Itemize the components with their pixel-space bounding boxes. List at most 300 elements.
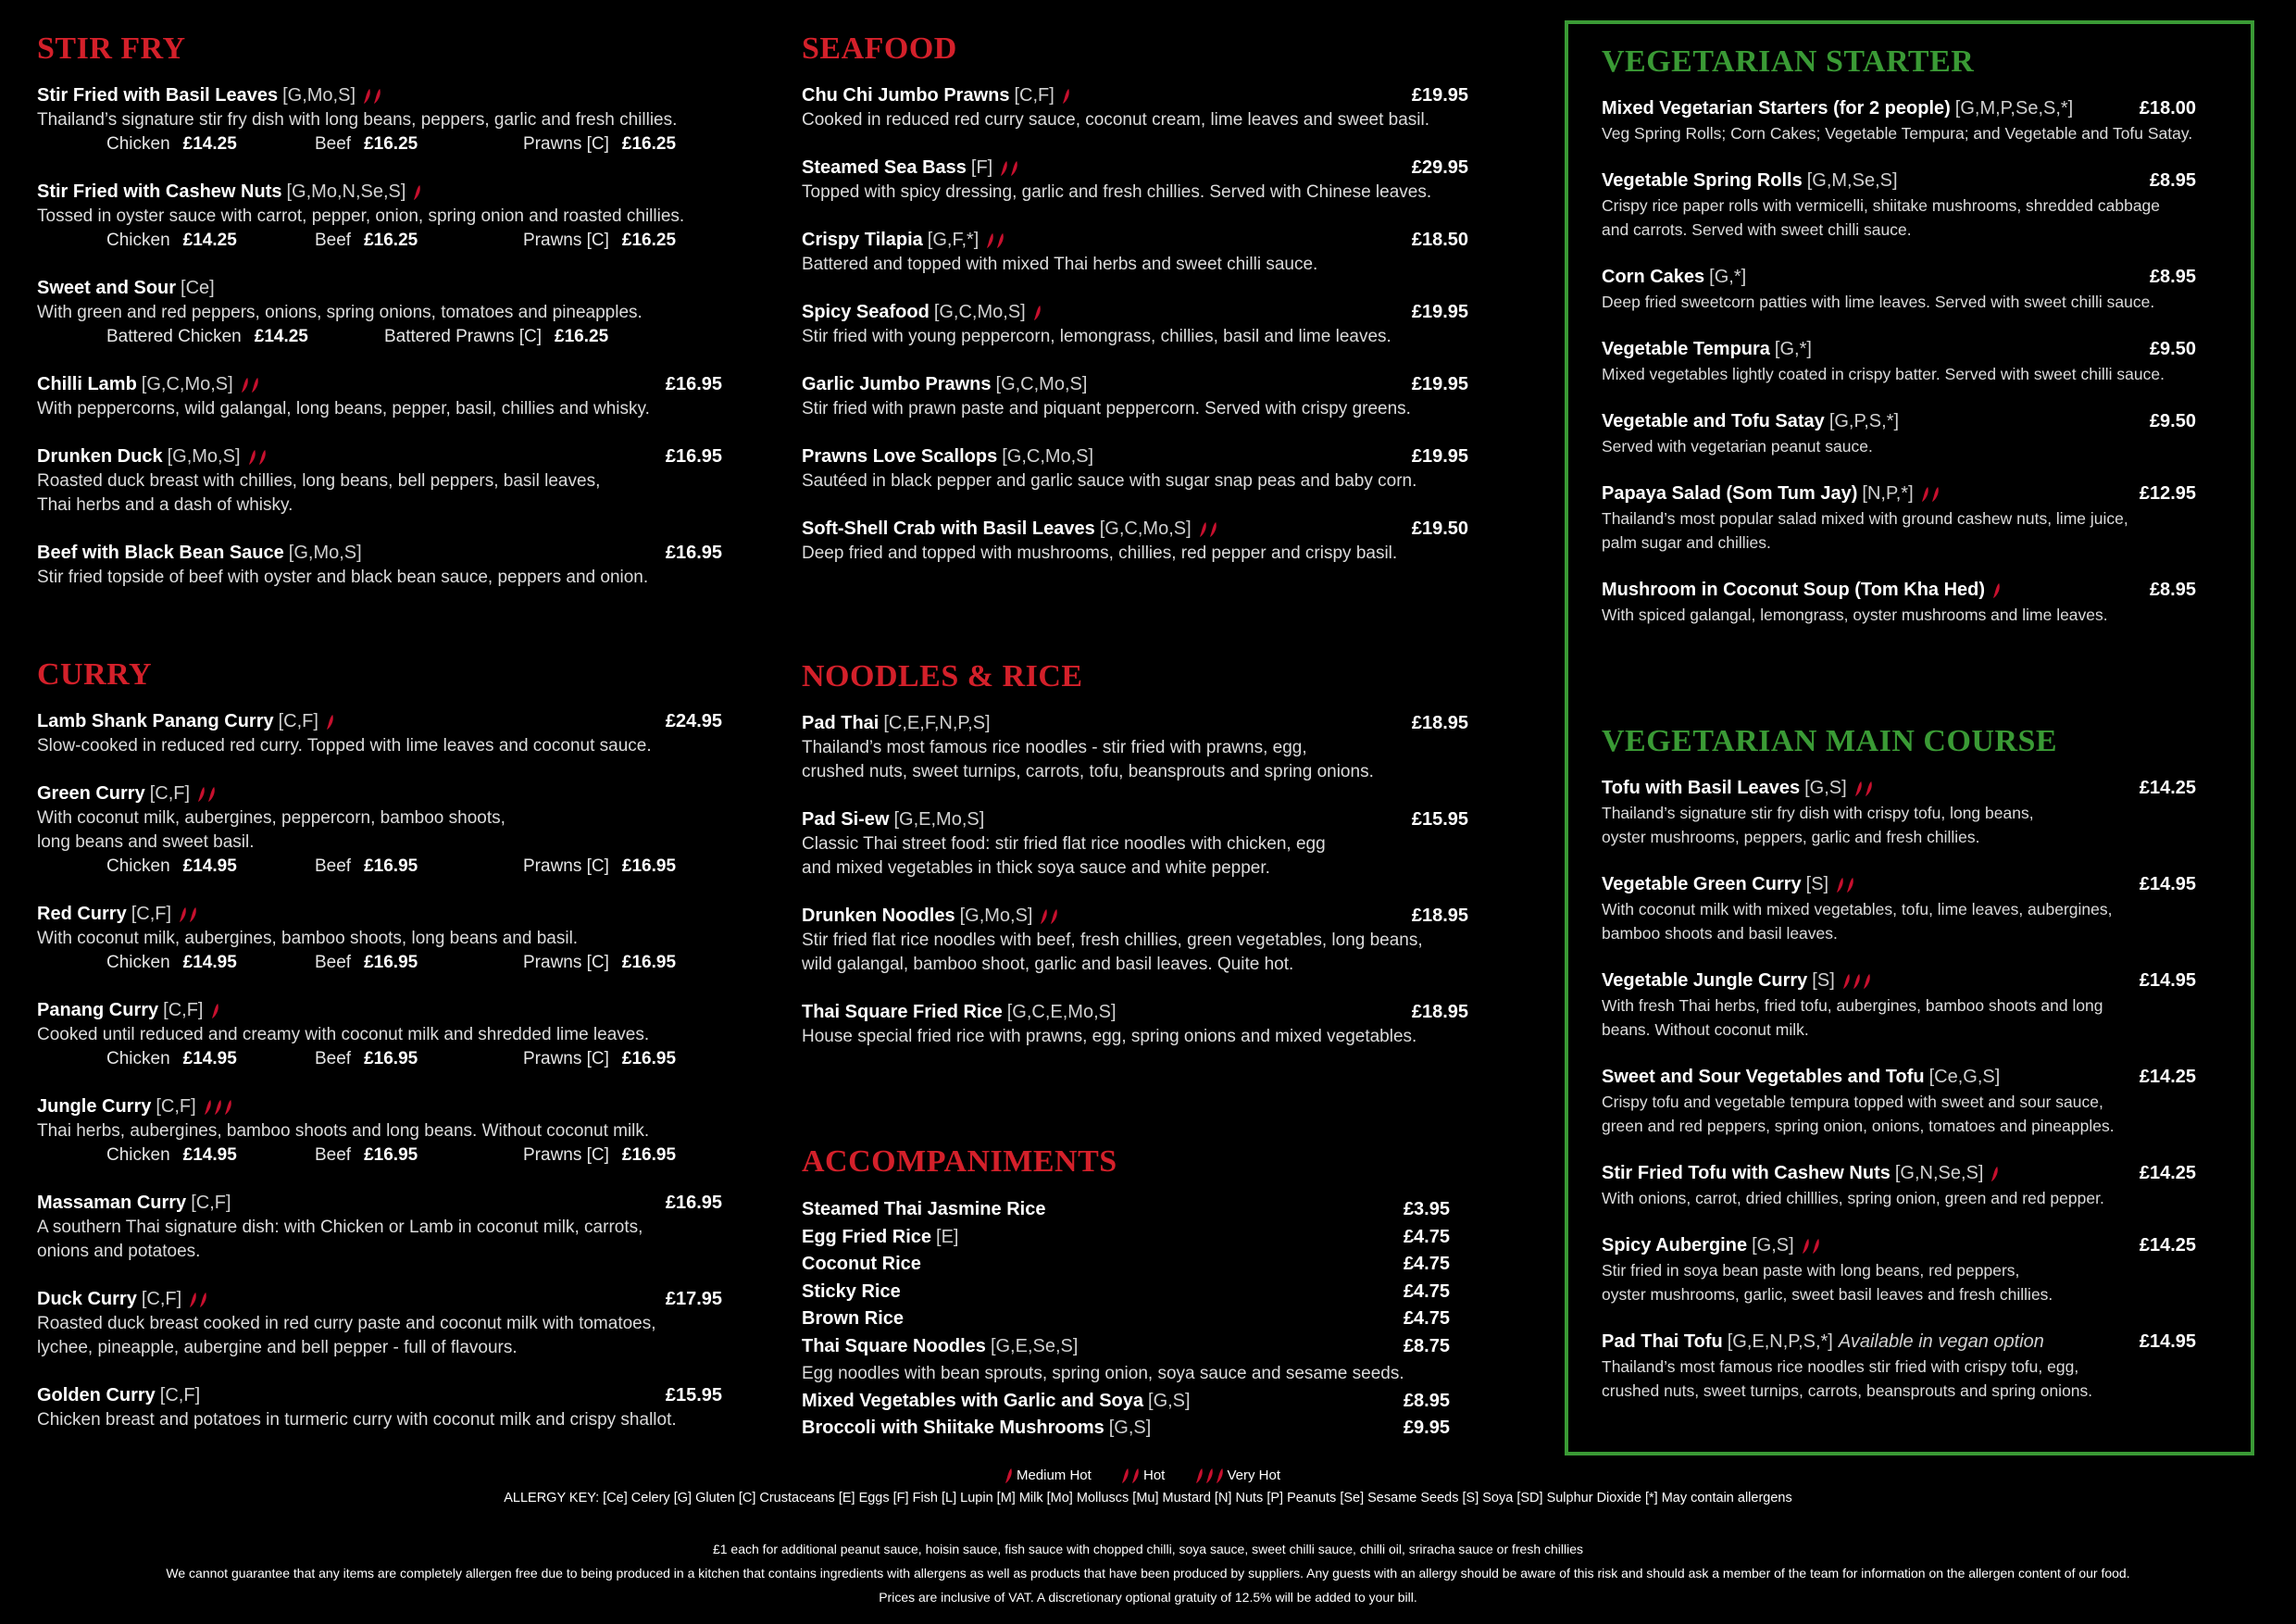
menu-item-price: £8.95 [2149, 267, 2196, 287]
menu-item-desc: A southern Thai signature dish: with Chicken or Lamb in coconut milk, carrots, [37, 1218, 643, 1237]
menu-item-title [1602, 481, 1940, 506]
menu-item-desc: With onions, carrot, dried chilllies, spring onion, green and red pepper. [1602, 1189, 2104, 1207]
menu-item [37, 180, 741, 253]
menu-item [1602, 481, 2215, 555]
menu-item-desc: Crispy rice paper rolls with vermicelli, shiitake mushrooms, shredded cabbage [1602, 196, 2161, 215]
heat-indicator [211, 1003, 219, 1019]
menu-item-title [1602, 1233, 1820, 1258]
allergen-tags: [Ce] [181, 278, 215, 298]
menu-item-title [802, 444, 1093, 469]
chilli-icon [1205, 1468, 1214, 1484]
allergen-tags: [C,F] [191, 1193, 231, 1213]
chilli-icon [211, 1003, 219, 1019]
menu-item-desc: Chicken breast and potatoes in turmeric curry with coconut milk and crispy shallot. [37, 1410, 677, 1430]
menu-item-header [1602, 409, 2215, 434]
menu-item-desc: With fresh Thai herbs, fried tofu, aubergines, bamboo shoots and long [1602, 996, 2103, 1015]
section-seafood [802, 31, 1487, 589]
price-variant [106, 1047, 315, 1071]
menu-item-title [1602, 409, 1899, 434]
allergen-tags: [G,S] [1108, 1418, 1152, 1438]
menu-item-name: Panang Curry [37, 1000, 159, 1020]
menu-item-name: Prawns Love Scallops [802, 446, 998, 467]
accompaniment-row [802, 1333, 1487, 1361]
chilli-icon [1209, 521, 1217, 538]
menu-item-header [37, 372, 741, 397]
menu-item [1602, 776, 2215, 849]
allergen-tags: [S] [1805, 874, 1829, 894]
variant-label: Beef [315, 231, 352, 250]
menu-item [1602, 96, 2215, 145]
variant-label: Beef [315, 1145, 352, 1165]
chilli-icon [1990, 1166, 1999, 1182]
chilli-icon-medium [1004, 1468, 1013, 1484]
variant-label: Chicken [106, 953, 170, 972]
menu-item-header [802, 228, 1487, 253]
heat-indicator [1990, 1166, 1999, 1182]
variant-price: £16.95 [364, 1049, 418, 1068]
accompaniment-name: Brown Rice [802, 1308, 905, 1329]
allergen-tags: [G,P,S,*] [1828, 411, 1900, 431]
menu-item-header [37, 444, 741, 469]
variant-label: Chicken [106, 231, 170, 250]
variant-label: Chicken [106, 856, 170, 876]
variant-price: £16.95 [364, 953, 418, 972]
menu-item-name: Chu Chi Jumbo Prawns [802, 85, 1010, 106]
allergen-tags: [G,M,P,Se,S,*] [1954, 98, 2074, 119]
menu-item-price: £18.95 [1411, 1002, 1468, 1022]
price-variant [106, 132, 315, 156]
allergen-tags: [C,F] [131, 904, 172, 924]
variant-price: £16.25 [555, 327, 609, 346]
allergen-tags: [G,C,Mo,S] [933, 302, 1026, 322]
section-heading: ACCOMPANIMENTS [802, 1144, 1117, 1179]
price-variant [384, 325, 608, 349]
menu-item-price: £15.95 [1411, 809, 1468, 830]
price-variant [315, 951, 523, 975]
accompaniment-name: Mixed Vegetables with Garlic and Soya [802, 1390, 1144, 1411]
menu-item-desc: Thailand’s signature stir fry dish with long beans, peppers, garlic and fresh chillies. [37, 110, 678, 130]
variant-price: £16.95 [621, 953, 677, 972]
allergen-tags: [C,F] [278, 711, 318, 731]
menu-item-name: Beef with Black Bean Sauce [37, 543, 284, 563]
menu-item-desc: and mixed vegetables in thick soya sauce and white pepper. [802, 858, 1270, 878]
chilli-icon [1216, 1468, 1224, 1484]
menu-item-header [802, 1000, 1487, 1025]
chilli-icon [1033, 305, 1042, 321]
chilli-icon [179, 906, 187, 923]
menu-item-price: £19.50 [1411, 518, 1468, 539]
accompaniment-row [802, 1224, 1487, 1252]
legend-medium-hot: Medium Hot [1016, 1468, 1092, 1483]
menu-item-name: Vegetable Green Curry [1602, 874, 1802, 894]
menu-item-price: £14.25 [2139, 1235, 2196, 1255]
variant-price: £16.95 [621, 856, 677, 876]
accompaniment-name-wrap [802, 1388, 1191, 1416]
price-variant [315, 132, 523, 156]
allergen-tags: [G,C,Mo,S] [141, 374, 233, 394]
menu-item [1602, 1330, 2215, 1403]
menu-item-price: £16.95 [665, 1193, 722, 1213]
heat-indicator [986, 232, 1004, 249]
menu-item-header [1602, 872, 2215, 897]
heat-indicator [1062, 88, 1070, 105]
accompaniment-row [802, 1305, 1487, 1333]
menu-item [37, 1094, 741, 1168]
menu-item [1602, 872, 2215, 945]
menu-item-header [1602, 1330, 2215, 1355]
menu-item-title [37, 180, 421, 205]
chilli-icon [224, 1099, 232, 1116]
heat-indicator [1842, 973, 1871, 990]
variant-price: £16.25 [364, 134, 418, 154]
menu-item-price: £19.95 [1411, 446, 1468, 467]
menu-item-header [1602, 1065, 2215, 1090]
menu-item-title [37, 276, 215, 301]
chilli-icon [1040, 908, 1048, 925]
menu-item-name: Corn Cakes [1602, 267, 1705, 287]
allergen-tags: [G,C,E,Mo,S] [1006, 1002, 1117, 1022]
menu-item-desc: and carrots. Served with sweet chilli sauce. [1602, 220, 1912, 239]
price-variants [37, 1143, 741, 1168]
section-heading: VEGETARIAN STARTER [1602, 44, 1975, 79]
vegan-note: Available in vegan option [1838, 1331, 2044, 1352]
menu-item-name: Vegetable Jungle Curry [1602, 970, 1808, 991]
heat-indicator [413, 184, 421, 201]
menu-item-header [802, 807, 1487, 832]
menu-item-desc: Thailand’s most famous rice noodles - stir fried with prawns, egg, [802, 738, 1307, 757]
accompaniment-name-wrap [802, 1251, 921, 1279]
menu-item [1602, 968, 2215, 1042]
chilli-icon [373, 88, 381, 105]
accompaniment-row [802, 1251, 1487, 1279]
menu-item-desc: With coconut milk with mixed vegetables, tofu, lime leaves, aubergines, [1602, 900, 2113, 918]
allergen-tags: [C,F] [149, 783, 191, 804]
menu-item-name: Vegetable and Tofu Satay [1602, 411, 1825, 431]
menu-item-desc: palm sugar and chillies. [1602, 533, 1771, 552]
price-variant [315, 855, 523, 879]
heat-indicator [326, 714, 334, 731]
menu-item [802, 444, 1487, 493]
menu-item-name: Pad Thai [802, 713, 880, 733]
allergen-tags: [G,C,Mo,S] [995, 374, 1088, 394]
menu-item-header [1602, 337, 2215, 362]
menu-item-header [1602, 265, 2215, 290]
chilli-icon [214, 1099, 222, 1116]
menu-item-name: Stir Fried Tofu with Cashew Nuts [1602, 1163, 1890, 1183]
section-heading: SEAFOOD [802, 31, 957, 66]
menu-item-price: £9.50 [2149, 339, 2196, 359]
allergen-tags: [G,C,Mo,S] [1099, 518, 1192, 539]
heat-indicator [1000, 160, 1018, 177]
menu-item-desc: Roasted duck breast with chillies, long beans, bell peppers, basil leaves, [37, 471, 601, 491]
menu-item-price: £12.95 [2139, 483, 2196, 504]
menu-item-title [802, 711, 991, 736]
heat-indicator [1033, 305, 1042, 321]
price-variant [106, 951, 315, 975]
price-variant [106, 1143, 315, 1168]
heat-indicator [1854, 781, 1873, 797]
menu-item-desc: With green and red peppers, onions, spring onions, tomatoes and pineapples. [37, 303, 643, 322]
menu-item-header [37, 180, 741, 205]
menu-item-desc: Deep fried and topped with mushrooms, chillies, red pepper and crispy basil. [802, 543, 1398, 563]
chilli-icon [207, 786, 216, 803]
menu-item-name: Mixed Vegetarian Starters (for 2 people) [1602, 98, 1951, 119]
menu-item-price: £14.95 [2139, 970, 2196, 991]
variant-price: £14.95 [182, 1049, 237, 1068]
chilli-icon [251, 377, 259, 394]
menu-item [802, 1000, 1487, 1049]
menu-item-price: £19.95 [1411, 85, 1468, 106]
allergen-tags: [G,M,Se,S] [1806, 170, 1898, 191]
menu-item [37, 276, 741, 349]
menu-item-price: £14.95 [2139, 1331, 2196, 1352]
menu-item-title [1602, 96, 2073, 121]
menu-item-header [37, 998, 741, 1023]
menu-item-desc: With coconut milk, aubergines, peppercorn, bamboo shoots, [37, 808, 505, 828]
menu-item-header [37, 1383, 741, 1408]
menu-item-title [37, 902, 197, 927]
chilli-icon [1062, 88, 1070, 105]
allergen-tags: [G,*] [1709, 267, 1747, 287]
menu-item-desc: lychee, pineapple, aubergine and bell pepper - full of flavours. [37, 1338, 518, 1357]
menu-item-price: £8.95 [2149, 170, 2196, 191]
menu-item-price: £14.95 [2139, 874, 2196, 894]
chilli-icon [197, 786, 206, 803]
menu-item-title [802, 300, 1042, 325]
allergen-tags: [C,F] [1014, 85, 1054, 106]
menu-item-price: £14.25 [2139, 1067, 2196, 1087]
menu-item-header [1602, 169, 2215, 194]
accompaniment-name-wrap [802, 1415, 1151, 1443]
menu-item-desc: onions and potatoes. [37, 1242, 201, 1261]
menu-item-title [1602, 1330, 2044, 1355]
menu-item-price: £19.95 [1411, 302, 1468, 322]
menu-item [37, 444, 741, 518]
menu-item-name: Sweet and Sour [37, 278, 177, 298]
menu-item-header [802, 300, 1487, 325]
footer-line: We cannot guarantee that any items are completely allergen free due to being produced in a kitchen that contains ingredients with allergens as well as products that have been produced by suppliers. Any guests with an allergy should be aware of this risk and should ask a member of the team for information on the allergen content of our food. [166, 1566, 2130, 1580]
variant-price: £16.25 [364, 231, 418, 250]
menu-item-name: Pad Si-ew [802, 809, 890, 830]
allergen-tags: [G,S] [1804, 778, 1847, 798]
menu-item-desc: crushed nuts, sweet turnips, carrots, beansprouts and spring onions. [1602, 1381, 2093, 1400]
allergen-tags: [G,S] [1752, 1235, 1794, 1255]
menu-item-desc: long beans and sweet basil. [37, 832, 255, 852]
menu-item [802, 83, 1487, 132]
menu-item-title [1602, 1161, 1999, 1186]
chilli-icon [1010, 160, 1018, 177]
menu-item-price: £18.95 [1411, 713, 1468, 733]
menu-item-header [1602, 578, 2215, 603]
chilli-icon [986, 232, 994, 249]
heat-indicator [1802, 1238, 1820, 1255]
chilli-icon [199, 1292, 207, 1308]
accompaniment-price: £3.95 [1403, 1199, 1450, 1219]
menu-item-price: £18.95 [1411, 906, 1468, 926]
price-variant [106, 855, 315, 879]
price-variants [37, 951, 741, 975]
menu-item-price: £14.25 [2139, 778, 2196, 798]
menu-item-desc: oyster mushrooms, garlic, sweet basil leaves and fresh chillies. [1602, 1285, 2053, 1304]
menu-item-price: £17.95 [665, 1289, 722, 1309]
heat-indicator [189, 1292, 207, 1308]
allergen-tags: [G,Mo,S] [167, 446, 241, 467]
heat-indicator [1836, 877, 1854, 893]
section-curry [37, 657, 741, 1455]
menu-item-title [802, 517, 1217, 542]
menu-item-title [37, 372, 259, 397]
menu-item-desc: Battered and topped with mixed Thai herbs and sweet chilli sauce. [802, 255, 1318, 274]
menu-item [1602, 1161, 2215, 1210]
accompaniment-row [802, 1388, 1487, 1416]
vegetarian-panel [1565, 20, 2254, 1455]
menu-item-title [1602, 1065, 2000, 1090]
section-accompaniments [802, 1144, 1487, 1443]
variant-label: Prawns [C] [523, 856, 609, 876]
menu-item-header [37, 83, 741, 108]
menu-item-desc: beans. Without coconut milk. [1602, 1020, 1809, 1039]
menu-item-desc: green and red peppers, spring onion, onions, tomatoes and pineapples. [1602, 1117, 2115, 1135]
menu-item-header [37, 1191, 741, 1216]
menu-item-name: Mushroom in Coconut Soup (Tom Kha Hed) [1602, 580, 1986, 600]
menu-item-desc: Topped with spicy dressing, garlic and fresh chillies. Served with Chinese leaves. [802, 182, 1432, 202]
allergen-tags: [G,F,*] [927, 230, 980, 250]
menu-item-header [802, 372, 1487, 397]
menu-item-name: Massaman Curry [37, 1193, 187, 1213]
chilli-icon-hot [1121, 1468, 1140, 1484]
menu-item-price: £8.95 [2149, 580, 2196, 600]
menu-item [802, 372, 1487, 421]
accompaniment-desc: Egg noodles with bean sprouts, spring onion, soya sauce and sesame seeds. [802, 1364, 1404, 1383]
chilli-icon [363, 88, 371, 105]
variant-price: £16.95 [364, 856, 418, 876]
menu-item [802, 156, 1487, 205]
menu-item-title [802, 1000, 1117, 1025]
chilli-icon [1004, 1468, 1013, 1484]
menu-item-desc: Thailand’s most popular salad mixed with ground cashew nuts, lime juice, [1602, 509, 2128, 528]
menu-item [802, 904, 1487, 977]
menu-item [802, 228, 1487, 277]
menu-item [37, 372, 741, 421]
chilli-icon [1836, 877, 1844, 893]
chilli-icon [241, 377, 249, 394]
menu-item-desc: Thai herbs and a dash of whisky. [37, 495, 293, 515]
allergen-tags: [G,E,Mo,S] [893, 809, 985, 830]
menu-item-desc: Stir fried with young peppercorn, lemongrass, chillies, basil and lime leaves. [802, 327, 1391, 346]
allergen-tags: [G,Mo,N,Se,S] [286, 181, 406, 202]
menu-item [802, 300, 1487, 349]
menu-item-desc: Stir fried flat rice noodles with beef, fresh chillies, green vegetables, long beans, [802, 931, 1423, 950]
menu-item [1602, 1065, 2215, 1138]
menu-item-name: Garlic Jumbo Prawns [802, 374, 992, 394]
accompaniment-name: Sticky Rice [802, 1280, 901, 1302]
heat-indicator [197, 786, 216, 803]
menu-item-title [37, 444, 267, 469]
menu-item-desc: Cooked until reduced and creamy with coconut milk and shredded lime leaves. [37, 1025, 650, 1044]
variant-price: £14.25 [182, 134, 237, 154]
menu-item [37, 998, 741, 1071]
menu-item-name: Drunken Noodles [802, 906, 955, 926]
menu-item [1602, 265, 2215, 314]
menu-item [37, 1191, 741, 1264]
menu-item-price: £18.50 [1411, 230, 1468, 250]
menu-item-desc: With peppercorns, wild galangal, long beans, pepper, basil, chillies and whisky. [37, 399, 650, 418]
menu-item-header [1602, 968, 2215, 993]
chilli-icon [1842, 973, 1851, 990]
section-heading: VEGETARIAN MAIN COURSE [1602, 724, 2058, 758]
chilli-icon [1050, 908, 1058, 925]
menu-item-desc: Stir fried topside of beef with oyster and black bean sauce, peppers and onion. [37, 568, 649, 587]
menu-item [37, 83, 741, 156]
chilli-icon [413, 184, 421, 201]
menu-item-desc: Roasted duck breast cooked in red curry paste and coconut milk with tomatoes, [37, 1314, 656, 1333]
menu-item-header [37, 1287, 741, 1312]
menu-item [1602, 169, 2215, 242]
menu-item-header [802, 711, 1487, 736]
menu-item-desc: Crispy tofu and vegetable tempura topped with sweet and sour sauce, [1602, 1093, 2103, 1111]
price-variants [37, 1047, 741, 1071]
accompaniment-name: Coconut Rice [802, 1254, 921, 1274]
chilli-icon [204, 1099, 212, 1116]
chilli-icon [1812, 1238, 1820, 1255]
accompaniment-price: £8.95 [1403, 1390, 1450, 1411]
chilli-icon-very-hot [1195, 1468, 1224, 1484]
accompaniment-row [802, 1279, 1487, 1306]
price-variants [37, 855, 741, 879]
menu-item-name: Duck Curry [37, 1289, 137, 1309]
menu-item [802, 807, 1487, 881]
variant-label: Chicken [106, 1145, 170, 1165]
accompaniment-name: Broccoli with Shiitake Mushrooms [802, 1418, 1104, 1438]
menu-item-header [37, 709, 741, 734]
menu-item [802, 517, 1487, 566]
menu-item-desc: bamboo shoots and basil leaves. [1602, 924, 1838, 943]
chilli-icon [1195, 1468, 1204, 1484]
menu-item-title [1602, 169, 1898, 194]
allergen-tags: [G,Mo,S] [282, 85, 356, 106]
chilli-icon [1921, 486, 1929, 503]
menu-item-desc: Veg Spring Rolls; Corn Cakes; Vegetable Tempura; and Vegetable and Tofu Satay. [1602, 124, 2193, 143]
section-noodles-rice [802, 659, 1487, 1072]
accompaniment-price: £4.75 [1403, 1308, 1450, 1329]
menu-item-header [1602, 1161, 2215, 1186]
menu-item-name: Sweet and Sour Vegetables and Tofu [1602, 1067, 1925, 1087]
chilli-icon [1199, 521, 1207, 538]
price-variant [523, 132, 676, 156]
price-variants [37, 325, 741, 349]
menu-item-header [1602, 481, 2215, 506]
menu-item-desc: House special fried rice with prawns, egg, spring onions and mixed vegetables. [802, 1027, 1417, 1046]
variant-label: Chicken [106, 134, 170, 154]
menu-item-title [37, 1191, 231, 1216]
menu-item-title [802, 807, 984, 832]
menu-item-desc: Sautéed in black pepper and garlic sauce with sugar snap peas and baby corn. [802, 471, 1417, 491]
variant-price: £14.25 [182, 231, 237, 250]
menu-item-desc: With coconut milk, aubergines, bamboo shoots, long beans and basil. [37, 929, 579, 948]
heat-indicator [363, 88, 381, 105]
allergen-tags: [C,F] [163, 1000, 204, 1020]
accompaniment-name: Egg Fried Rice [802, 1226, 932, 1247]
menu-item-desc: Thailand’s most famous rice noodles stir fried with crispy tofu, egg, [1602, 1357, 2079, 1376]
variant-label: Beef [315, 953, 352, 972]
chilli-icon [1992, 582, 2001, 599]
variant-price: £16.25 [621, 231, 677, 250]
chilli-icon [189, 1292, 197, 1308]
menu-item-desc: Stir fried with prawn paste and piquant peppercorn. Served with crispy greens. [802, 399, 1411, 418]
heat-indicator [1921, 486, 1940, 503]
menu-item-name: Tofu with Basil Leaves [1602, 778, 1801, 798]
price-variant [315, 1143, 523, 1168]
